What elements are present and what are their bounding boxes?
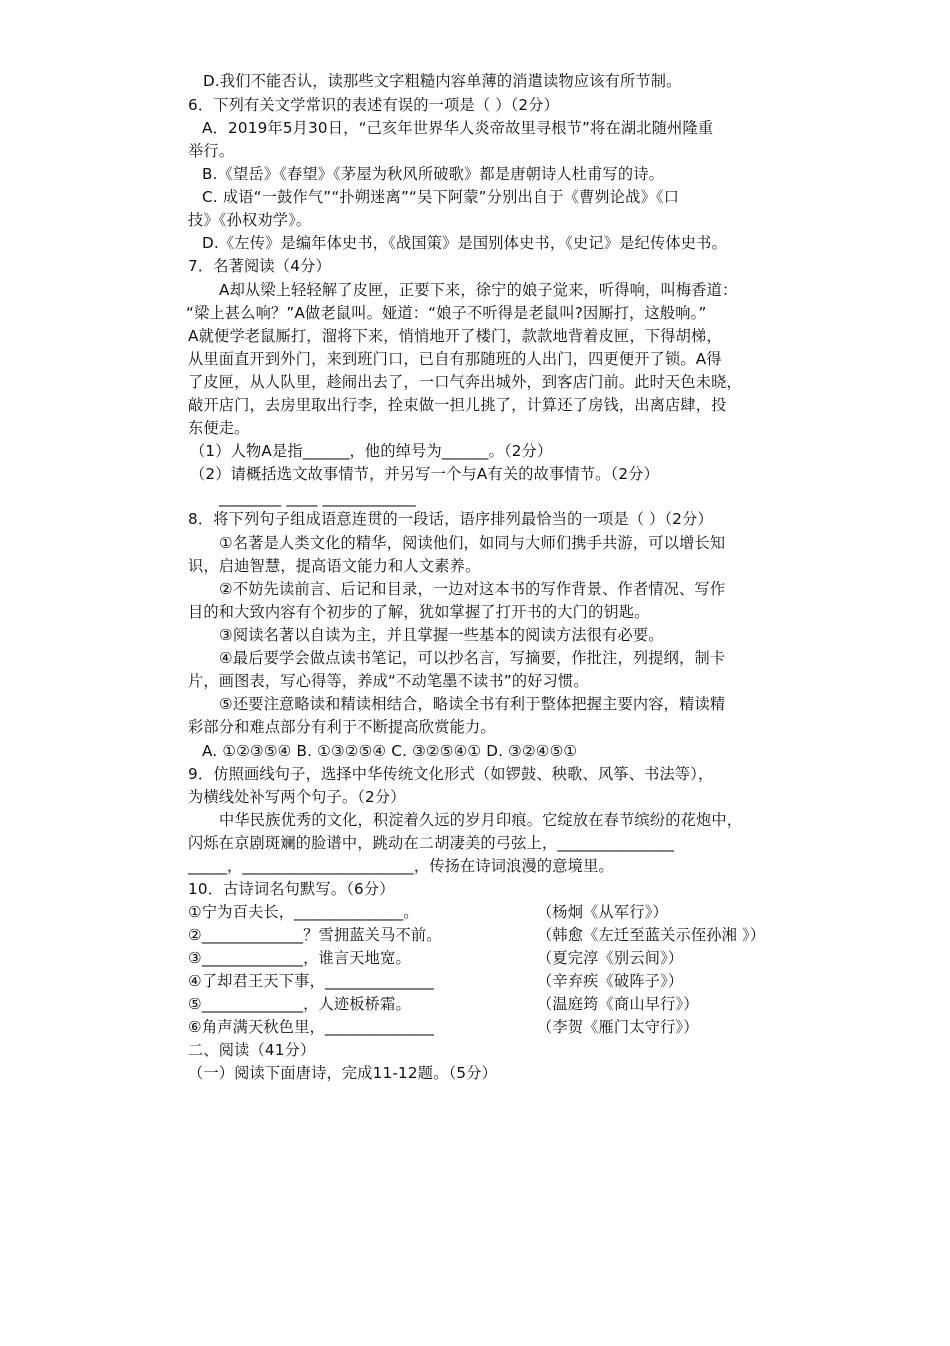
poem-source-1: （杨炯《从军行》）: [537, 903, 668, 921]
q7-passage-line: A就便学老鼠厮打，溜将下来，悄悄地开了楼门，款款地背着皮匣，下得胡梯，: [188, 327, 722, 345]
poem-source-4: （辛弃疾《破阵子》）: [537, 972, 684, 990]
q7-sub1: （1）人物A是指______，他的绰号为______。（2分）: [190, 442, 553, 460]
q7-stem: 7．名著阅读（4分）: [188, 257, 331, 275]
q7-answer-blanks: ________ ____ ____________: [219, 489, 417, 507]
q8-sentence-2-cont: 目的和大致内容有个初步的了解，犹如掌握了打开书的大门的钥匙。: [188, 603, 650, 621]
q7-passage-line: 了皮匣，从人队里，趁闹出去了，一口气奔出城外，到客店门前。此时天色未晓，: [188, 373, 742, 391]
q6-option-c-cont: 技》《孙权劝学》。: [188, 211, 312, 229]
q6-option-a-cont: 举行。: [188, 142, 235, 160]
poem-source-2: （韩愈《左迁至蓝关示侄孙湘 》）: [537, 926, 766, 944]
q7-sub2: （2）请概括选文故事情节，并另写一个与A有关的故事情节。（2分）: [190, 465, 659, 483]
q8-sentence-3: ③阅读名著以自读为主，并且掌握一些基本的阅读方法很有必要。: [219, 626, 664, 644]
q9-stem: 9．仿照画线句子，选择中华传统文化形式（如锣鼓、秧歌、风筝、书法等），: [188, 765, 714, 783]
q7-passage-line: 敲开店门，去房里取出行李，拴束做一担儿挑了，计算还了房钱，出离店肆，投: [188, 396, 727, 414]
q9-passage-end: _____，______________________，传扬在诗词浪漫的意境里。: [188, 857, 614, 875]
q9-passage-cont: 闪烁在京剧斑斓的脸谱中，跳动在二胡凄美的弓弦上，_______________: [188, 834, 675, 852]
q6-option-a: A．2019年5月30日，“己亥年世界华人炎帝故里寻根节”将在湖北随州隆重: [202, 119, 714, 137]
q9-passage: 中华民族优秀的文化，积淀着久远的岁月印痕。它绽放在春节缤纷的花炮中，: [219, 811, 743, 829]
q7-passage-line: “梁上甚么响？”A做老鼠叫。娅道：“娘子不听得是老鼠叫?因厮打，这般响。”: [186, 304, 707, 322]
q8-options: A. ①②③⑤④ B. ①③②⑤④ C. ③②⑤④① D. ③②④⑤①: [202, 742, 578, 760]
q5-option-d: D.我们不能否认，读那些文字粗糙内容单薄的消遣读物应该有所节制。: [203, 72, 682, 90]
section-heading: 二、阅读（41分）: [188, 1041, 316, 1059]
q8-sentence-4: ④最后要学会做点读书笔记，可以抄名言，写摘要，作批注，列提纲，制卡: [219, 649, 726, 667]
q8-sentence-5-cont: 彩部分和难点部分有利于不断提高欣赏能力。: [188, 718, 496, 736]
poem-source-3: （夏完淳《别云间》）: [537, 949, 684, 967]
q10-stem: 10．古诗词名句默写。（6分）: [188, 880, 395, 898]
poem-line-2: ②_____________？雪拥蓝关马不前。: [188, 926, 442, 944]
q6-option-b: B.《望岳》《春望》《茅屋为秋风所破歌》都是唐朝诗人杜甫写的诗。: [202, 165, 665, 183]
q8-sentence-4-cont: 片，画图表，写心得等，养成“不动笔墨不读书”的好习惯。: [188, 672, 589, 690]
q7-passage-line: 从里面直开到外门，来到班门口，已自有那随班的人出门，四更便开了锁。A得: [188, 350, 722, 368]
subsection-heading: （一）阅读下面唐诗，完成11-12题。（5分）: [188, 1064, 497, 1082]
poem-line-6: ⑥角声满天秋色里，______________: [188, 1018, 435, 1036]
q8-sentence-5: ⑤还要注意略读和精读相结合，略读全书有利于整体把握主要内容，精读精: [219, 695, 726, 713]
poem-line-4: ④了却君王天下事，______________: [188, 972, 435, 990]
poem-line-3: ③_____________，谁言天地宽。: [188, 949, 411, 967]
q7-passage-line: A却从梁上轻轻解了皮匣，正要下来，徐宁的娘子觉来，听得响，叫梅香道：: [219, 281, 738, 299]
q8-sentence-2: ②不妨先读前言、后记和目录，一边对这本书的写作背景、作者情况、写作: [219, 580, 726, 598]
q8-sentence-1-cont: 识，启迪智慧，提高语文能力和人文素养。: [188, 557, 481, 575]
q6-option-d: D.《左传》是编年体史书，《战国策》是国别体史书，《史记》是纪传体史书。: [202, 234, 727, 252]
q6-stem: 6．下列有关文学常识的表述有误的一项是（ ）（2分）: [188, 96, 560, 114]
q8-stem: 8．将下列句子组成语意连贯的一段话，语序排列最恰当的一项是（ ）（2分）: [188, 510, 713, 528]
poem-source-6: （李贺《雁门太守行》）: [537, 1018, 699, 1036]
poem-line-5: ⑤_____________，人迹板桥霜。: [188, 995, 411, 1013]
poem-line-1: ①宁为百夫长，______________。: [188, 903, 419, 921]
q8-sentence-1: ①名著是人类文化的精华，阅读他们，如同与大师们携手共游，可以增长知: [219, 534, 726, 552]
poem-source-5: （温庭筠《商山早行》）: [537, 995, 699, 1013]
q9-stem-cont: 为横线处补写两个句子。（2分）: [188, 788, 406, 806]
q6-option-c: C. 成语“一鼓作气”“扑朔迷离”“吴下阿蒙”分别出自于《曹刿论战》《口: [202, 188, 680, 206]
q7-passage-line: 东便走。: [188, 419, 250, 437]
